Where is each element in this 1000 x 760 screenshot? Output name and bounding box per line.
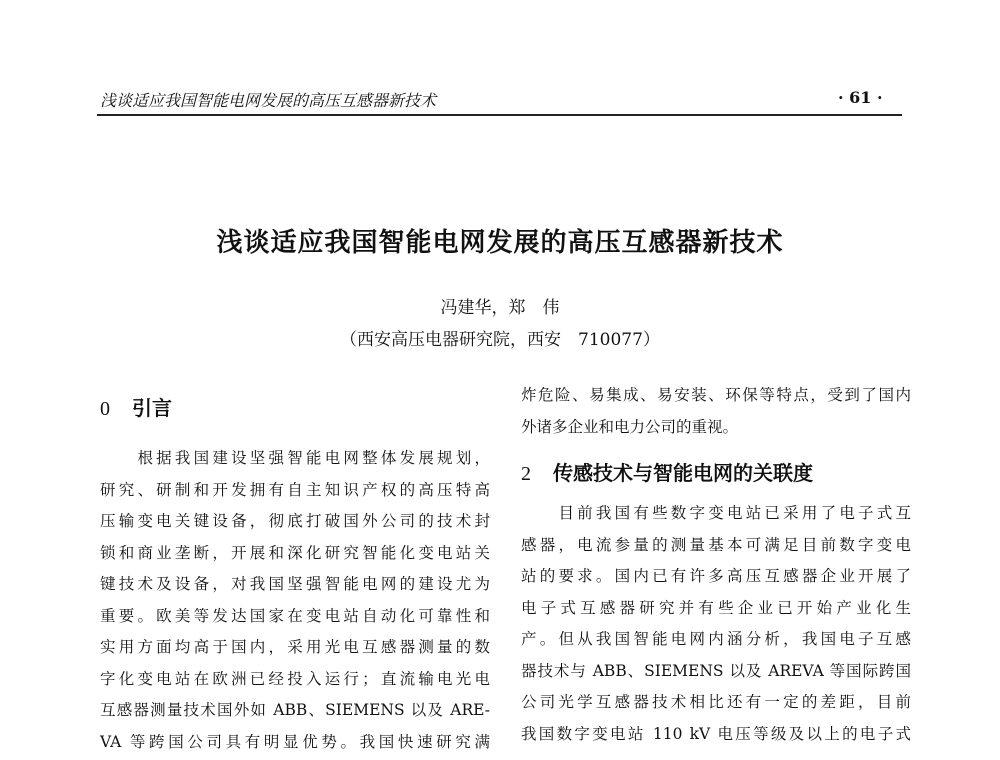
affiliation: （西安高压电器研究院，西安 710077） [340, 330, 660, 350]
section-number: 0 [100, 398, 110, 420]
section-title: 引言 [132, 396, 172, 420]
text-line: 压输变电关键设备，彻底打破国外公司的技术封 [100, 512, 490, 530]
section-heading-0 [100, 392, 490, 421]
text-line: 重要。欧美等发达国家在变电站自动化可靠性和 [100, 606, 490, 625]
text-line: 公司光学互感器技术相比还有一定的差距，目前 [521, 693, 911, 711]
authors: 冯建华，郑 伟 [440, 298, 560, 318]
right-column [521, 380, 911, 750]
text-line: 产。但从我国智能电网内涵分析，我国电子互感 [521, 630, 911, 648]
text-line: 器技术与 ABB、SIEMENS 以及 AREVA 等国际跨国 [521, 661, 911, 680]
text-line: 我国数字变电站 110 kV 电压等级及以上的电子式 [521, 724, 911, 743]
text-line: 外诸多企业和电力公司的重视。 [521, 417, 739, 436]
running-title: 浅谈适应我国智能电网发展的高压互感器新技术 [100, 91, 437, 110]
right-intro-paragraph [521, 380, 911, 443]
text-line: 互感器测量技术国外如 ABB、SIEMENS 以及 ARE- [100, 701, 490, 719]
text-line: 研究、研制和开发拥有自主知识产权的高压特高 [100, 480, 490, 499]
text-line: 目前我国有些数字变电站已采用了电子式互 [521, 504, 911, 522]
right-paragraph [521, 498, 911, 750]
text-line: 字化变电站在欧洲已经投入运行；直流输电光电 [100, 669, 490, 688]
text-line: 炸危险、易集成、易安装、环保等特点，受到了国内 [521, 386, 911, 404]
section-title: 传感技术与智能电网的关联度 [553, 461, 813, 485]
text-line: 站的要求。国内已有许多高压互感器企业开展了 [521, 567, 911, 585]
left-column [100, 392, 490, 758]
header-rule [97, 114, 902, 116]
section-number: 2 [521, 463, 531, 485]
text-line: VA 等跨国公司具有明显优势。我国快速研究满 [100, 732, 490, 751]
article-title: 浅谈适应我国智能电网发展的高压互感器新技术 [216, 228, 784, 258]
text-line: 键技术及设备，对我国坚强智能电网的建设尤为 [100, 575, 490, 593]
text-line: 感器，电流参量的测量基本可满足目前数字变电 [521, 535, 911, 554]
text-line: 锁和商业垄断，开展和深化研究智能化变电站关 [100, 543, 490, 562]
section-heading-2 [521, 457, 911, 486]
left-paragraph [100, 443, 490, 758]
page-number: · 61 · [838, 88, 883, 107]
text-line: 实用方面均高于国内，采用光电互感器测量的数 [100, 638, 490, 656]
text-line: 根据我国建设坚强智能电网整体发展规划， [100, 449, 490, 467]
text-line: 电子式互感器研究并有些企业已开始产业化生 [521, 598, 911, 617]
